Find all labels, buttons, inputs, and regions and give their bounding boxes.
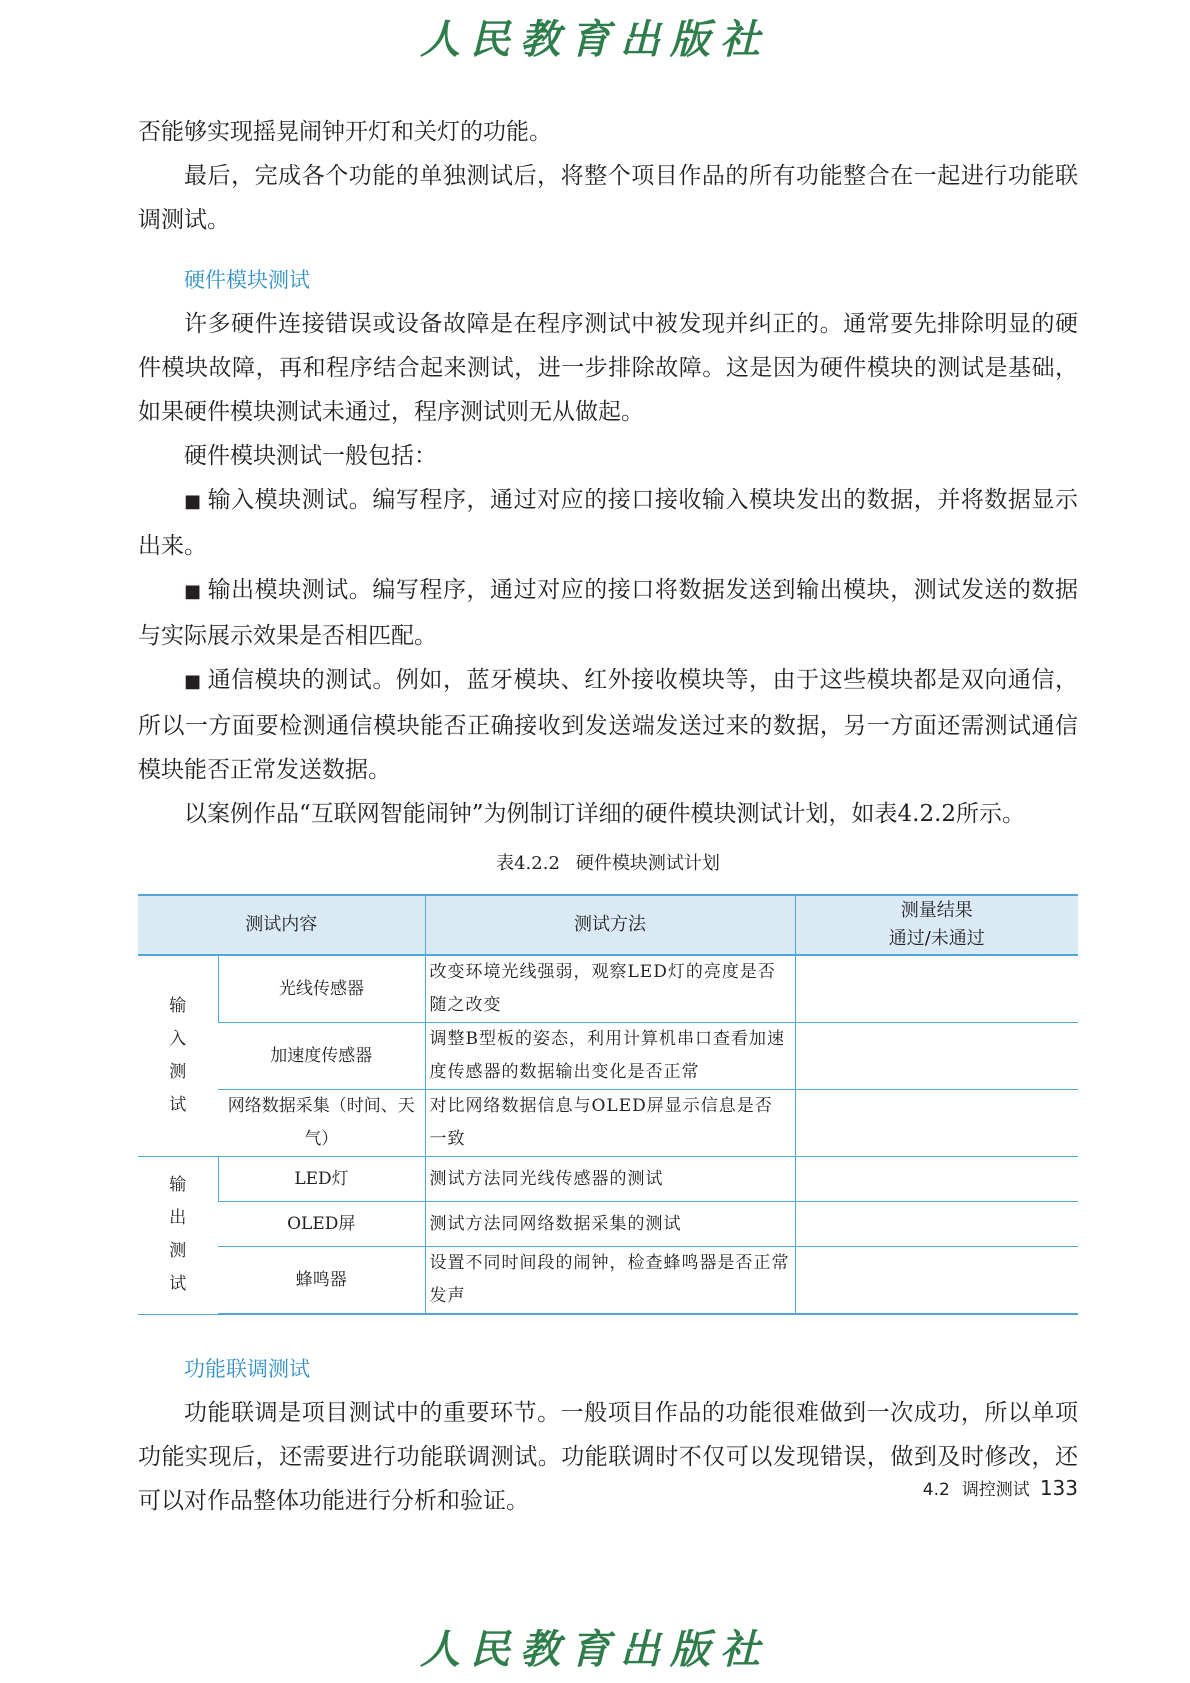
table-row — [138, 1157, 1078, 1202]
bullet-icon: ■ — [184, 671, 202, 692]
table-caption: 表4.2.2 硬件模块测试计划 — [496, 853, 720, 874]
publisher-logo-bottom: 人民教育出版社 — [420, 1626, 770, 1673]
paragraph: 否能够实现摇晃闹钟开灯和关灯的功能。 — [138, 119, 552, 145]
bullet-icon: ■ — [184, 491, 202, 512]
table-cell-result — [795, 1202, 1078, 1247]
page-content — [138, 110, 1078, 1523]
paragraph: 功能联调是项目测试中的重要环节。一般项目作品的功能很难做到一次成功，所以单项功能实现后，还需要进行功能联调测试。功能联调时不仅可以发现错误，做到及时修改，还可以对作品整体功能进行分析和验证。 — [138, 1400, 1078, 1514]
table-cell-result — [795, 1247, 1078, 1315]
table-cell-method: 对比网络数据信息与OLED屏显示信息是否一致 — [425, 1090, 795, 1157]
section-heading: 硬件模块测试 — [184, 268, 310, 292]
table-row — [138, 1023, 1078, 1090]
table-row — [138, 1090, 1078, 1157]
table-row — [138, 1202, 1078, 1247]
page-number: 133 — [1039, 1476, 1078, 1500]
table-cell-item: 光线传感器 — [218, 955, 425, 1023]
page-footer — [923, 1475, 1078, 1500]
bullet-item: ■ 通信模块的测试。例如，蓝牙模块、红外接收模块等，由于这些模块都是双向通信，所以一方面要检测通信模块能否正确接收到发送端发送过来的数据，另一方面还需测试通信模块能否正常发送数据。 — [138, 667, 1079, 783]
bullet-icon: ■ — [184, 581, 202, 602]
table-cell-method: 测试方法同光线传感器的测试 — [425, 1157, 795, 1202]
table-cell-result — [795, 1157, 1078, 1202]
table-cell-item: OLED屏 — [218, 1202, 425, 1247]
table-cell-method: 调整B型板的姿态，利用计算机串口查看加速度传感器的数据输出变化是否正常 — [425, 1023, 795, 1090]
paragraph: 最后，完成各个功能的单独测试后，将整个项目作品的所有功能整合在一起进行功能联调测试。 — [138, 163, 1078, 233]
group-label-output: 输 出 测 试 — [138, 1157, 218, 1315]
table-cell-item: LED灯 — [218, 1157, 425, 1202]
section-heading: 功能联调测试 — [184, 1357, 310, 1381]
table-cell-result — [795, 955, 1078, 1023]
footer-title: 调控测试 — [961, 1480, 1030, 1500]
header-method: 测试方法 — [425, 895, 795, 955]
table-cell-method: 设置不同时间段的闹钟，检查蜂鸣器是否正常发声 — [425, 1247, 795, 1315]
publisher-logo-top: 人民教育出版社 — [420, 16, 770, 63]
bullet-item: ■ 输入模块测试。编写程序，通过对应的接口接收输入模块发出的数据，并将数据显示出来。 — [138, 487, 1079, 559]
group-label-input: 输 入 测 试 — [138, 955, 218, 1157]
paragraph: 硬件模块测试一般包括： — [184, 443, 437, 469]
table-cell-method: 测试方法同网络数据采集的测试 — [425, 1202, 795, 1247]
table-header-row — [138, 895, 1078, 955]
table-cell-result — [795, 1023, 1078, 1090]
header-result: 测量结果 通过/未通过 — [795, 895, 1078, 955]
table-cell-item: 网络数据采集（时间、天气） — [218, 1090, 425, 1157]
table-row — [138, 1247, 1078, 1315]
table-cell-method: 改变环境光线强弱，观察LED灯的亮度是否随之改变 — [425, 955, 795, 1023]
test-plan-table — [138, 894, 1078, 1315]
paragraph: 以案例作品“互联网智能闹钟”为例制订详细的硬件模块测试计划，如表4.2.2所示。 — [184, 801, 1026, 827]
header-content: 测试内容 — [138, 895, 425, 955]
paragraph: 许多硬件连接错误或设备故障是在程序测试中被发现并纠正的。通常要先排除明显的硬件模块故障，再和程序结合起来测试，进一步排除故障。这是因为硬件模块的测试是基础，如果硬件模块测试未通过，程序测试则无从做起。 — [138, 311, 1078, 425]
bullet-item: ■ 输出模块测试。编写程序，通过对应的接口将数据发送到输出模块，测试发送的数据与实际展示效果是否相匹配。 — [138, 577, 1079, 649]
table-cell-item: 蜂鸣器 — [218, 1247, 425, 1315]
footer-section: 4.2 — [922, 1480, 950, 1500]
table-cell-result — [795, 1090, 1078, 1157]
table-row — [138, 955, 1078, 1023]
table-cell-item: 加速度传感器 — [218, 1023, 425, 1090]
